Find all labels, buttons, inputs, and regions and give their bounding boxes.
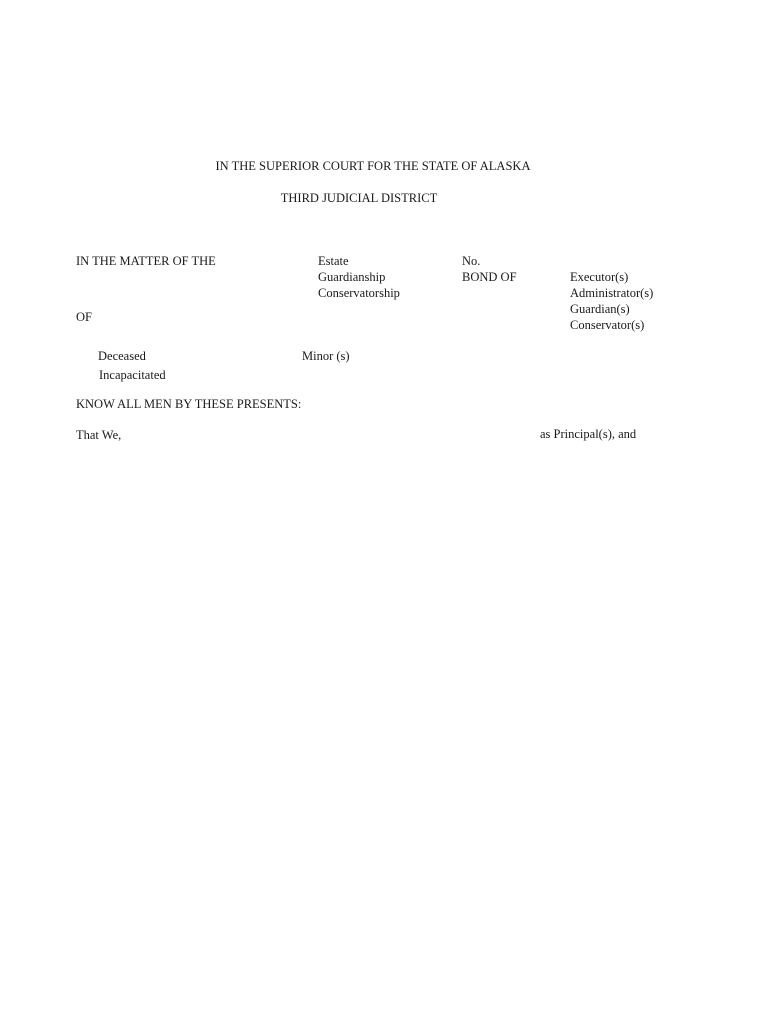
bond-of-label: BOND OF <box>462 270 517 284</box>
status-incapacitated: Incapacitated <box>99 368 166 382</box>
status-minor: Minor (s) <box>302 349 350 363</box>
case-type-guardianship: Guardianship <box>318 270 386 284</box>
bond-role-guardian: Guardian(s) <box>570 302 630 316</box>
bond-role-executor: Executor(s) <box>570 270 629 284</box>
matter-of-label: IN THE MATTER OF THE <box>76 254 216 268</box>
bond-role-conservator: Conservator(s) <box>570 318 645 332</box>
case-type-conservatorship: Conservatorship <box>318 286 400 300</box>
status-deceased: Deceased <box>98 349 146 363</box>
of-label: OF <box>76 310 92 324</box>
as-principal-text: as Principal(s), and <box>540 427 637 441</box>
that-we-text: That We, <box>76 428 122 442</box>
case-number-label: No. <box>462 254 481 268</box>
court-title: IN THE SUPERIOR COURT FOR THE STATE OF ALASKA <box>215 159 531 173</box>
case-type-estate: Estate <box>318 254 349 268</box>
district-title: THIRD JUDICIAL DISTRICT <box>280 191 438 205</box>
bond-role-administrator: Administrator(s) <box>570 286 654 300</box>
know-all-men-heading: KNOW ALL MEN BY THESE PRESENTS: <box>76 397 302 411</box>
